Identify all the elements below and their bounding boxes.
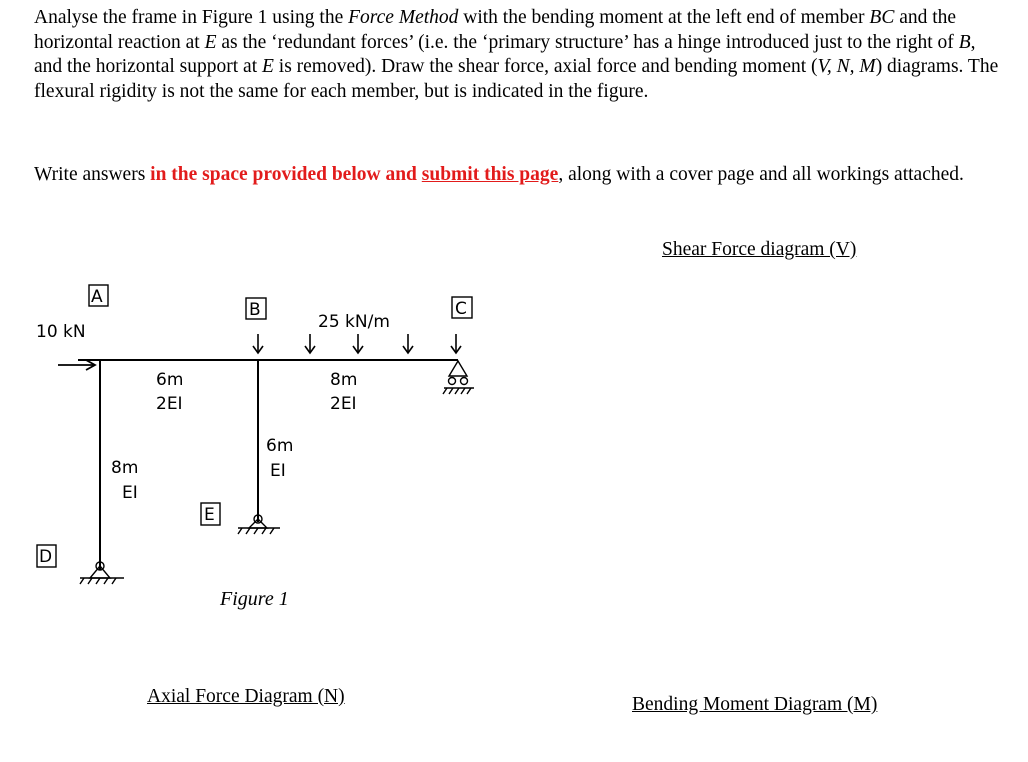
answer-instructions: Write answers in the space provided below and submit this page, along with a cover page and all workings attached. [34,164,964,185]
member-ad-length: 8m [111,458,139,478]
member-bc-length: 8m [330,370,358,390]
node-e-label: E [204,505,215,525]
member-ab-rigidity: 2EI [156,394,183,414]
node-c-label: C [455,299,467,319]
distributed-load-label: 25 kN/m [318,312,390,332]
member-ad-rigidity: EI [122,483,138,503]
frame-figure [0,270,560,630]
roller-support-icon [443,361,474,394]
pin-support-icon [80,562,124,584]
member-be-rigidity: EI [270,461,286,481]
point-load-arrow-icon [58,360,95,370]
member-bc-rigidity: 2EI [330,394,357,414]
problem-statement: Analyse the frame in Figure 1 using the Force Method with the bending moment at the left end of member BC and the horizontal reaction at E as the ‘redundant forces’ (i.e. the ‘primary structure’ has a hinge introduced just to the right of B, and the horizontal support at E is removed). Draw the shear force, axial force and bending moment (V, N, M) diagrams. The flexural rigidity is not the same for each member, but is indicated in the figure. [34,7,999,102]
node-d-label: D [39,547,53,567]
axial-force-heading: Axial Force Diagram (N) [147,686,345,707]
shear-force-heading: Shear Force diagram (V) [662,239,857,260]
node-b-label: B [249,300,261,320]
node-a-label: A [91,287,103,307]
figure-caption: Figure 1 [220,588,289,610]
member-ab-length: 6m [156,370,184,390]
point-load-label: 10 kN [36,322,86,342]
bending-moment-heading: Bending Moment Diagram (M) [632,694,878,715]
member-be-length: 6m [266,436,294,456]
distributed-load-arrows-icon [253,334,461,353]
